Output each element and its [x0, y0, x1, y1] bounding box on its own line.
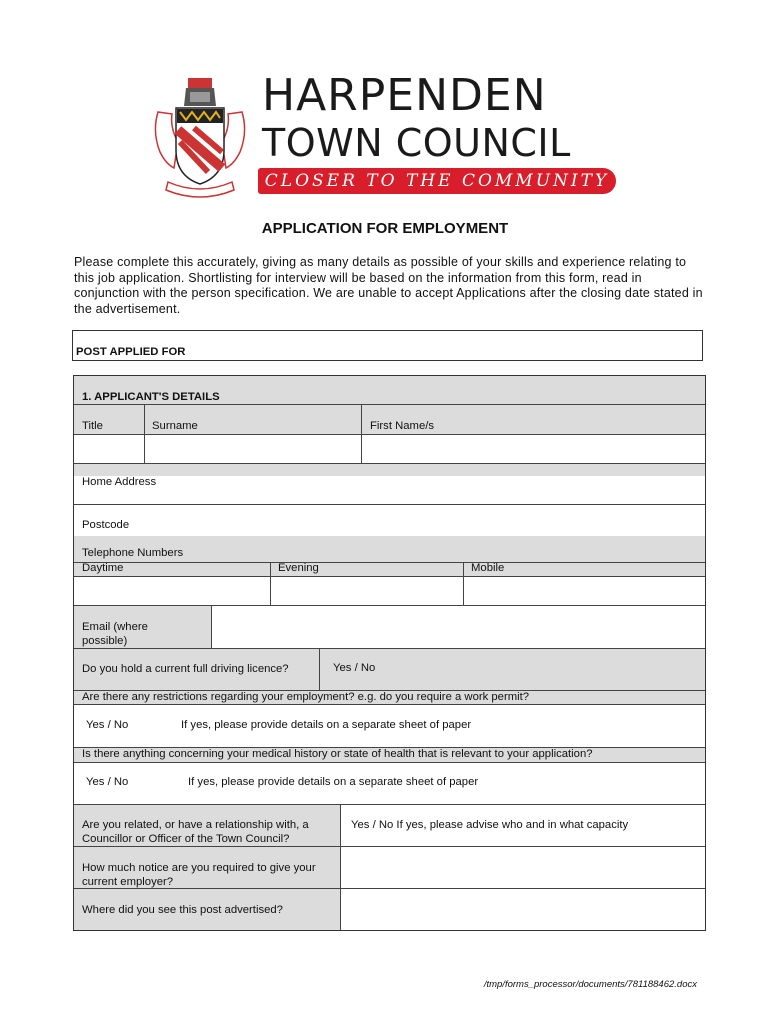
postcode-label: Postcode — [82, 519, 130, 531]
applicant-details-table — [73, 375, 706, 931]
restrictions-question: Are there any restrictions regarding your employment? e.g. do you require a work permit? — [82, 691, 530, 703]
firstname-label: First Name/s — [370, 420, 435, 432]
advert-question: Where did you see this post advertised? — [82, 904, 283, 916]
related-answer[interactable]: Yes / No If yes, please advise who and in what capacity — [351, 819, 629, 831]
driving-answer[interactable]: Yes / No — [333, 662, 376, 674]
restrictions-yes-no[interactable]: Yes / No — [86, 719, 129, 731]
daytime-phone-field[interactable] — [75, 577, 269, 604]
medical-question: Is there anything concerning your medical history or state of health that is relevant to your application? — [82, 748, 593, 760]
medical-note: If yes, please provide details on a separate sheet of paper — [188, 776, 479, 788]
home-address-label: Home Address — [82, 476, 157, 488]
medical-yes-no[interactable]: Yes / No — [86, 776, 129, 788]
surname-label: Surname — [152, 420, 198, 432]
driving-question: Do you hold a current full driving licence? — [82, 663, 289, 675]
tagline-banner: CLOSER TO THE COMMUNITY — [258, 168, 616, 194]
evening-label: Evening — [278, 562, 319, 574]
email-field[interactable] — [212, 606, 704, 647]
title-label: Title — [82, 420, 103, 432]
post-applied-box — [72, 330, 703, 361]
document-title: APPLICATION FOR EMPLOYMENT — [261, 220, 509, 237]
post-applied-field[interactable] — [223, 332, 693, 359]
org-name-line1: HARPENDEN — [262, 70, 547, 121]
org-name-line2: TOWN COUNCIL — [262, 121, 571, 165]
intro-paragraph: Please complete this accurately, giving as many details as possible of your skills and experience relating to this job application. Shortlisting for interview will be based on the information from this form, read in conjunction with the person specification. We are unable to accept Applications after the closing date stated in the advertisement. — [74, 255, 703, 316]
notice-question: How much notice are you required to give your current employer? — [82, 862, 316, 888]
title-field[interactable] — [75, 435, 143, 462]
home-address-field[interactable] — [75, 477, 704, 503]
town-crest-icon — [150, 72, 250, 200]
mobile-label: Mobile — [471, 562, 505, 574]
surname-field[interactable] — [145, 435, 360, 462]
mobile-phone-field[interactable] — [464, 577, 704, 604]
evening-phone-field[interactable] — [271, 577, 462, 604]
post-applied-label: POST APPLIED FOR — [76, 346, 186, 358]
restrictions-note: If yes, please provide details on a separate sheet of paper — [181, 719, 472, 731]
postcode-field[interactable] — [154, 505, 704, 535]
daytime-label: Daytime — [82, 562, 124, 574]
section-title: 1. APPLICANT'S DETAILS — [82, 391, 220, 403]
email-label: Email (where possible) — [82, 621, 148, 647]
related-question: Are you related, or have a relationship with, a Councillor or Officer of the Town Council? — [82, 819, 309, 845]
firstname-field[interactable] — [362, 435, 704, 462]
advert-field[interactable] — [341, 889, 704, 930]
notice-field[interactable] — [341, 847, 704, 887]
footer-file-path: /tmp/forms_processor/documents/781188462.docx — [483, 979, 697, 990]
telephone-label: Telephone Numbers — [82, 547, 184, 559]
address-label-band — [74, 463, 705, 476]
